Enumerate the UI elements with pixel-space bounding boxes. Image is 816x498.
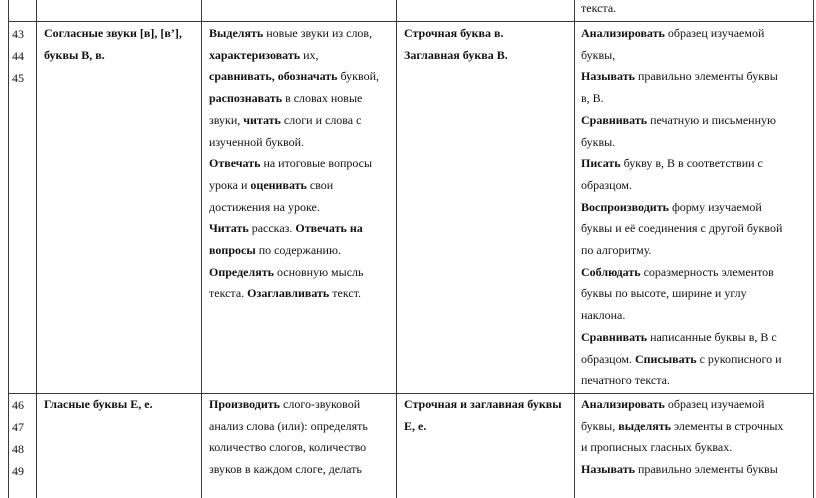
lesson-number: 46 [12, 398, 24, 412]
plain-text: рассказ. [248, 221, 296, 236]
plain-text: звуки, [209, 112, 244, 127]
text-line [581, 437, 811, 459]
plain-text: элементы в строчных [670, 418, 784, 433]
text-line [581, 370, 811, 392]
emphasis-text: Производить [209, 397, 281, 411]
emphasis-text: Читать [209, 221, 249, 236]
plain-text: слоги и слова с [280, 112, 362, 127]
lesson-number: 49 [12, 464, 24, 478]
text-line [581, 305, 811, 327]
text-line [581, 416, 811, 438]
emphasis-text: Писать [581, 156, 621, 171]
text-line [581, 197, 811, 219]
plain-text: форму изучаемой [668, 199, 762, 214]
emphasis-text: Называть [581, 69, 635, 84]
text-line [404, 45, 572, 67]
plain-text: по алгоритму. [581, 243, 652, 258]
plain-text: буквы и её соединения с другой буквой [581, 221, 783, 236]
text-line [404, 23, 572, 45]
lesson-number: 43 [12, 27, 24, 41]
lesson-number: 47 [12, 420, 24, 434]
plain-text: буквы, [581, 47, 616, 62]
emphasis-text: Отвечать [209, 156, 261, 171]
skills-row-1 [581, 23, 811, 392]
text-line [209, 66, 393, 88]
text-line [581, 262, 811, 284]
plain-text: буквы. [581, 134, 616, 149]
lesson-topic-text: Гласные буквы Е, е. [44, 397, 153, 411]
plain-text: образцом. [581, 351, 635, 366]
text-line [581, 218, 811, 240]
plain-text: анализ слова (или): определять [209, 418, 368, 433]
column-divider-1 [36, 0, 37, 498]
text-line [581, 23, 811, 45]
previous-row-tail [581, 0, 616, 20]
lesson-topic-row-1 [44, 23, 194, 66]
emphasis-text: Анализировать [581, 397, 665, 411]
plain-text: образец изучаемой [664, 26, 765, 40]
column-divider-2 [201, 0, 202, 498]
emphasis-text: Сравнивать [581, 112, 648, 127]
emphasis-text: Строчная буква в. [404, 26, 504, 40]
plain-text: соразмерность элементов [640, 264, 774, 279]
activities-row-1 [209, 23, 393, 305]
text-line [209, 416, 393, 438]
text-line [581, 88, 811, 110]
text-line [209, 459, 393, 481]
emphasis-text: выделять [618, 418, 671, 433]
text-line [209, 153, 393, 175]
column-divider-4 [574, 0, 575, 498]
lesson-topic-row-2 [44, 394, 194, 416]
plain-text: образцом. [581, 177, 632, 192]
plain-text: изученной буквой. [209, 134, 305, 149]
row-divider-top [8, 21, 814, 22]
plain-text: буквы по высоте, ширине и углу [581, 286, 747, 301]
text-line [209, 88, 393, 110]
emphasis-text: Заглавная буква В. [404, 47, 508, 62]
plain-text: букву в, В в соответствии с [620, 156, 763, 171]
column-border-right [813, 0, 814, 498]
emphasis-text: Определять [209, 264, 274, 279]
emphasis-text: оценивать [250, 177, 307, 192]
emphasis-text: сравнивать, обозначать [209, 69, 338, 84]
text-line [209, 283, 393, 305]
emphasis-text: распознавать [209, 91, 283, 106]
emphasis-text: вопросы [209, 243, 256, 258]
text-line [209, 197, 393, 219]
text-line [209, 23, 393, 45]
plain-text: урока и [209, 177, 251, 192]
plain-text: правильно элементы буквы [634, 69, 778, 84]
lesson-number: 44 [12, 49, 24, 63]
lesson-topic-text: Согласные звуки [в], [в’], буквы В, в. [44, 26, 182, 62]
plain-text: с рукописного и [696, 351, 782, 366]
lesson-numbers-row-2 [12, 394, 24, 482]
emphasis-text: Строчная и заглавная буквы [404, 397, 562, 411]
text-line [404, 416, 572, 438]
text-line [581, 283, 811, 305]
plain-text: в, В. [581, 91, 604, 106]
emphasis-text: Выделять [209, 26, 264, 40]
plain-text: написанные буквы в, В с [647, 329, 777, 344]
lesson-number: 45 [12, 71, 24, 85]
emphasis-text: Списывать [634, 351, 697, 366]
plain-text: новые звуки из слов, [263, 26, 373, 40]
text-line [209, 394, 393, 416]
text-line [581, 132, 811, 154]
text-line [581, 175, 811, 197]
text-line [209, 45, 393, 67]
plain-text: основную мысль [273, 264, 364, 279]
letter-row-1 [404, 23, 572, 66]
text-line [581, 327, 811, 349]
text-line [209, 262, 393, 284]
plain-text: в словах новые [282, 91, 363, 106]
text-line [209, 437, 393, 459]
column-divider-3 [396, 0, 397, 498]
text-line [581, 153, 811, 175]
plain-text: образец изучаемой [664, 397, 765, 411]
plain-text: текста. [209, 286, 248, 301]
plain-text: и прописных гласных буквах. [581, 440, 733, 455]
previous-row-tail-text: текста. [581, 1, 617, 15]
emphasis-text: Называть [581, 462, 635, 477]
text-line [581, 349, 811, 371]
plain-text: буквой, [337, 69, 379, 84]
plain-text: наклона. [581, 308, 626, 323]
text-line [209, 132, 393, 154]
emphasis-text: читать [243, 112, 281, 127]
plain-text: на итоговые вопросы [260, 156, 373, 171]
lesson-number: 48 [12, 442, 24, 456]
plain-text: текст. [329, 286, 362, 301]
text-line [581, 45, 811, 67]
plain-text: свои [306, 177, 334, 192]
text-line [209, 110, 393, 132]
plain-text: буквы, [581, 418, 619, 433]
plain-text: звуков в каждом слоге, делать [209, 462, 362, 477]
text-line [581, 110, 811, 132]
column-border-left [8, 0, 9, 498]
emphasis-text: Сравнивать [581, 329, 648, 344]
text-line [581, 459, 811, 481]
text-line [404, 394, 572, 416]
plain-text: печатную и письменную [647, 112, 776, 127]
emphasis-text: Соблюдать [581, 264, 641, 279]
plain-text: по содержанию. [255, 243, 341, 258]
text-line [209, 240, 393, 262]
plain-text: достижения на уроке. [209, 199, 320, 214]
lesson-numbers-row-1 [12, 23, 24, 89]
emphasis-text: Воспроизводить [581, 199, 669, 214]
activities-row-2 [209, 394, 393, 481]
text-line [581, 240, 811, 262]
plain-text: их, [300, 47, 319, 62]
text-line [209, 218, 393, 240]
emphasis-text: Озаглавливать [247, 286, 330, 301]
emphasis-text: характеризовать [209, 47, 301, 62]
plain-text: слого-звуковой [280, 397, 361, 411]
emphasis-text: Анализировать [581, 26, 665, 40]
skills-row-2 [581, 394, 811, 481]
plain-text: количество слогов, количество [209, 440, 367, 455]
emphasis-text: Е, е. [404, 418, 427, 433]
text-line [581, 66, 811, 88]
text-line [209, 175, 393, 197]
plain-text: правильно элементы буквы [634, 462, 778, 477]
text-line [581, 394, 811, 416]
plain-text: печатного текста. [581, 373, 670, 388]
emphasis-text: Отвечать на [295, 221, 363, 236]
letter-row-2 [404, 394, 572, 437]
